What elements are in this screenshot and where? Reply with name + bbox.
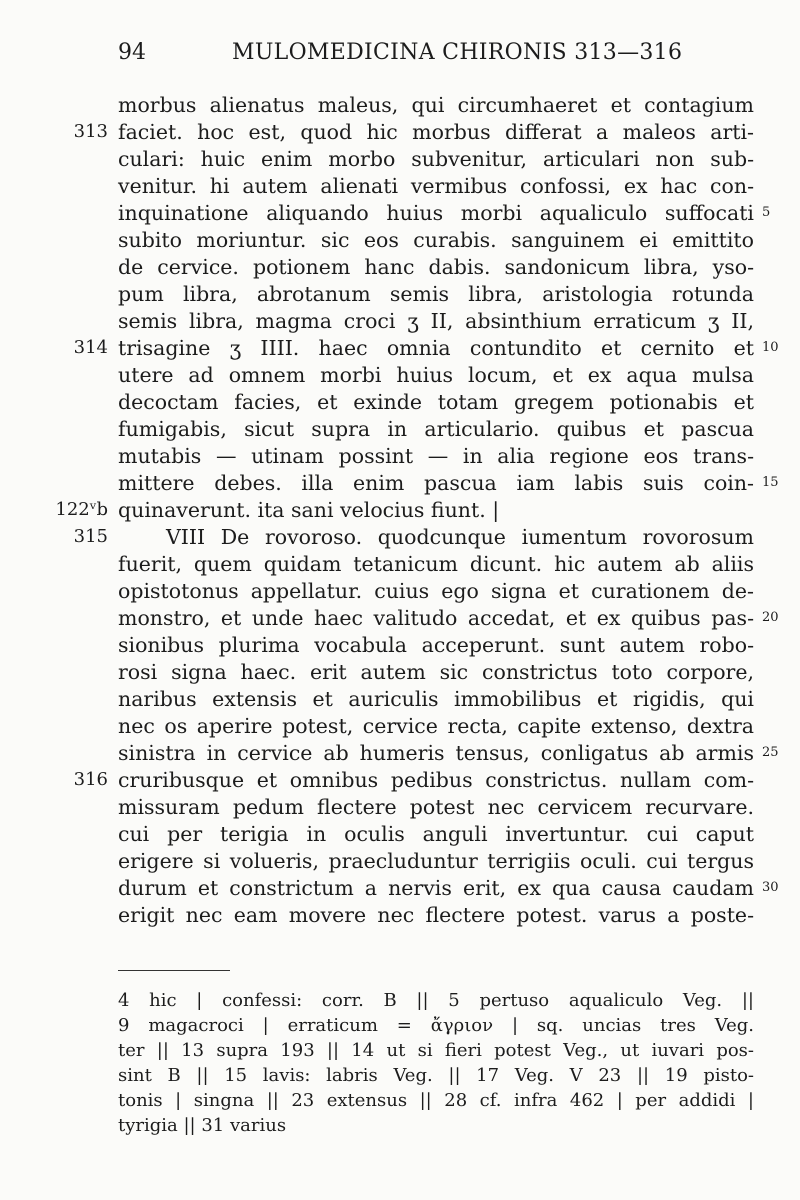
line-number: 30 <box>762 880 779 895</box>
text-line: erigere si volueris, praecluduntur terrigiis oculi. cui tergus <box>118 849 754 873</box>
text-line: missuram pedum flectere potest nec cervicem recurvare. <box>118 795 754 819</box>
running-title: MULOMEDICINA CHIRONIS 313—316 <box>232 40 683 65</box>
text-line: faciet. hoc est, quod hic morbus differat a maleos arti- <box>118 120 754 144</box>
footnote-divider <box>118 970 230 971</box>
text-line: rosi signa haec. erit autem sic constrictus toto corpore, <box>118 660 754 684</box>
text-line: VIII De rovoroso. quodcunque iumentum rovorosum <box>166 525 754 549</box>
footnote-line: tyrigia || 31 varius <box>118 1115 287 1136</box>
text-line: sionibus plurima vocabula acceperunt. sunt autem robo- <box>118 633 754 657</box>
text-line: opistotonus appellatur. cuius ego signa et curationem de- <box>118 579 754 603</box>
footnote-line: sint B || 15 lavis: labris Veg. || 17 Veg. V 23 || 19 pisto- <box>118 1065 754 1086</box>
folio-marker: 122ᵛb <box>55 499 108 520</box>
footnote-line: 9 magacroci | erraticum = ἄγριον | sq. uncias tres Veg. <box>118 1015 754 1036</box>
text-line: durum et constrictum a nervis erit, ex qua causa caudam <box>118 876 754 900</box>
line-number: 5 <box>762 205 771 220</box>
text-line: quinaverunt. ita sani velocius fiunt. | <box>118 498 500 522</box>
text-line: culari: huic enim morbo subvenitur, articulari non sub- <box>118 147 754 171</box>
text-line: utere ad omnem morbi huius locum, et ex aqua mulsa <box>118 363 754 387</box>
text-line: nec os aperire potest, cervice recta, capite extenso, dextra <box>118 714 754 738</box>
text-line: cruribusque et omnibus pedibus constrictus. nullam com- <box>118 768 754 792</box>
footnote-line: ter || 13 supra 193 || 14 ut si fieri potest Veg., ut iuvari pos- <box>118 1040 754 1061</box>
page-number: 94 <box>118 40 146 65</box>
running-header <box>0 40 800 76</box>
text-line: naribus extensis et auriculis immobilibus et rigidis, qui <box>118 687 754 711</box>
text-line: pum libra, abrotanum semis libra, aristologia rotunda <box>118 282 754 306</box>
line-number: 15 <box>762 475 779 490</box>
text-line: trisagine ʒ IIII. haec omnia contundito et cernito et <box>118 336 754 360</box>
section-number: 316 <box>73 769 108 790</box>
text-line: sinistra in cervice ab humeris tensus, conligatus ab armis <box>118 741 754 765</box>
text-line: mutabis — utinam possint — in alia regione eos trans- <box>118 444 754 468</box>
text-line: cui per terigia in oculis anguli invertuntur. cui caput <box>118 822 754 846</box>
text-line: subito moriuntur. sic eos curabis. sanguinem ei emittito <box>118 228 754 252</box>
footnote-line: 4 hic | confessi: corr. B || 5 pertuso aqualiculo Veg. || <box>118 990 754 1011</box>
footnote-line: tonis | singna || 23 extensus || 28 cf. infra 462 | per addidi | <box>118 1090 754 1111</box>
text-line: monstro, et unde haec valitudo accedat, et ex quibus pas- <box>118 606 754 630</box>
text-line: semis libra, magma croci ʒ II, absinthium erraticum ʒ II, <box>118 309 754 333</box>
text-line: venitur. hi autem alienati vermibus confossi, ex hac con- <box>118 174 754 198</box>
text-line: decoctam facies, et exinde totam gregem potionabis et <box>118 390 754 414</box>
section-number: 313 <box>73 121 108 142</box>
section-number: 315 <box>73 526 108 547</box>
line-number: 20 <box>762 610 779 625</box>
line-number: 25 <box>762 745 779 760</box>
text-line: fumigabis, sicut supra in articulario. quibus et pascua <box>118 417 754 441</box>
section-number: 314 <box>73 337 108 358</box>
text-line: erigit nec eam movere nec flectere potest. varus a poste- <box>118 903 754 927</box>
text-line: de cervice. potionem hanc dabis. sandonicum libra, yso- <box>118 255 754 279</box>
text-line: inquinatione aliquando huius morbi aqualiculo suffocati <box>118 201 754 225</box>
line-number: 10 <box>762 340 779 355</box>
text-line: fuerit, quem quidam tetanicum dicunt. hic autem ab aliis <box>118 552 754 576</box>
text-line: mittere debes. illa enim pascua iam labis suis coin- <box>118 471 754 495</box>
text-line: morbus alienatus maleus, qui circumhaeret et contagium <box>118 93 754 117</box>
